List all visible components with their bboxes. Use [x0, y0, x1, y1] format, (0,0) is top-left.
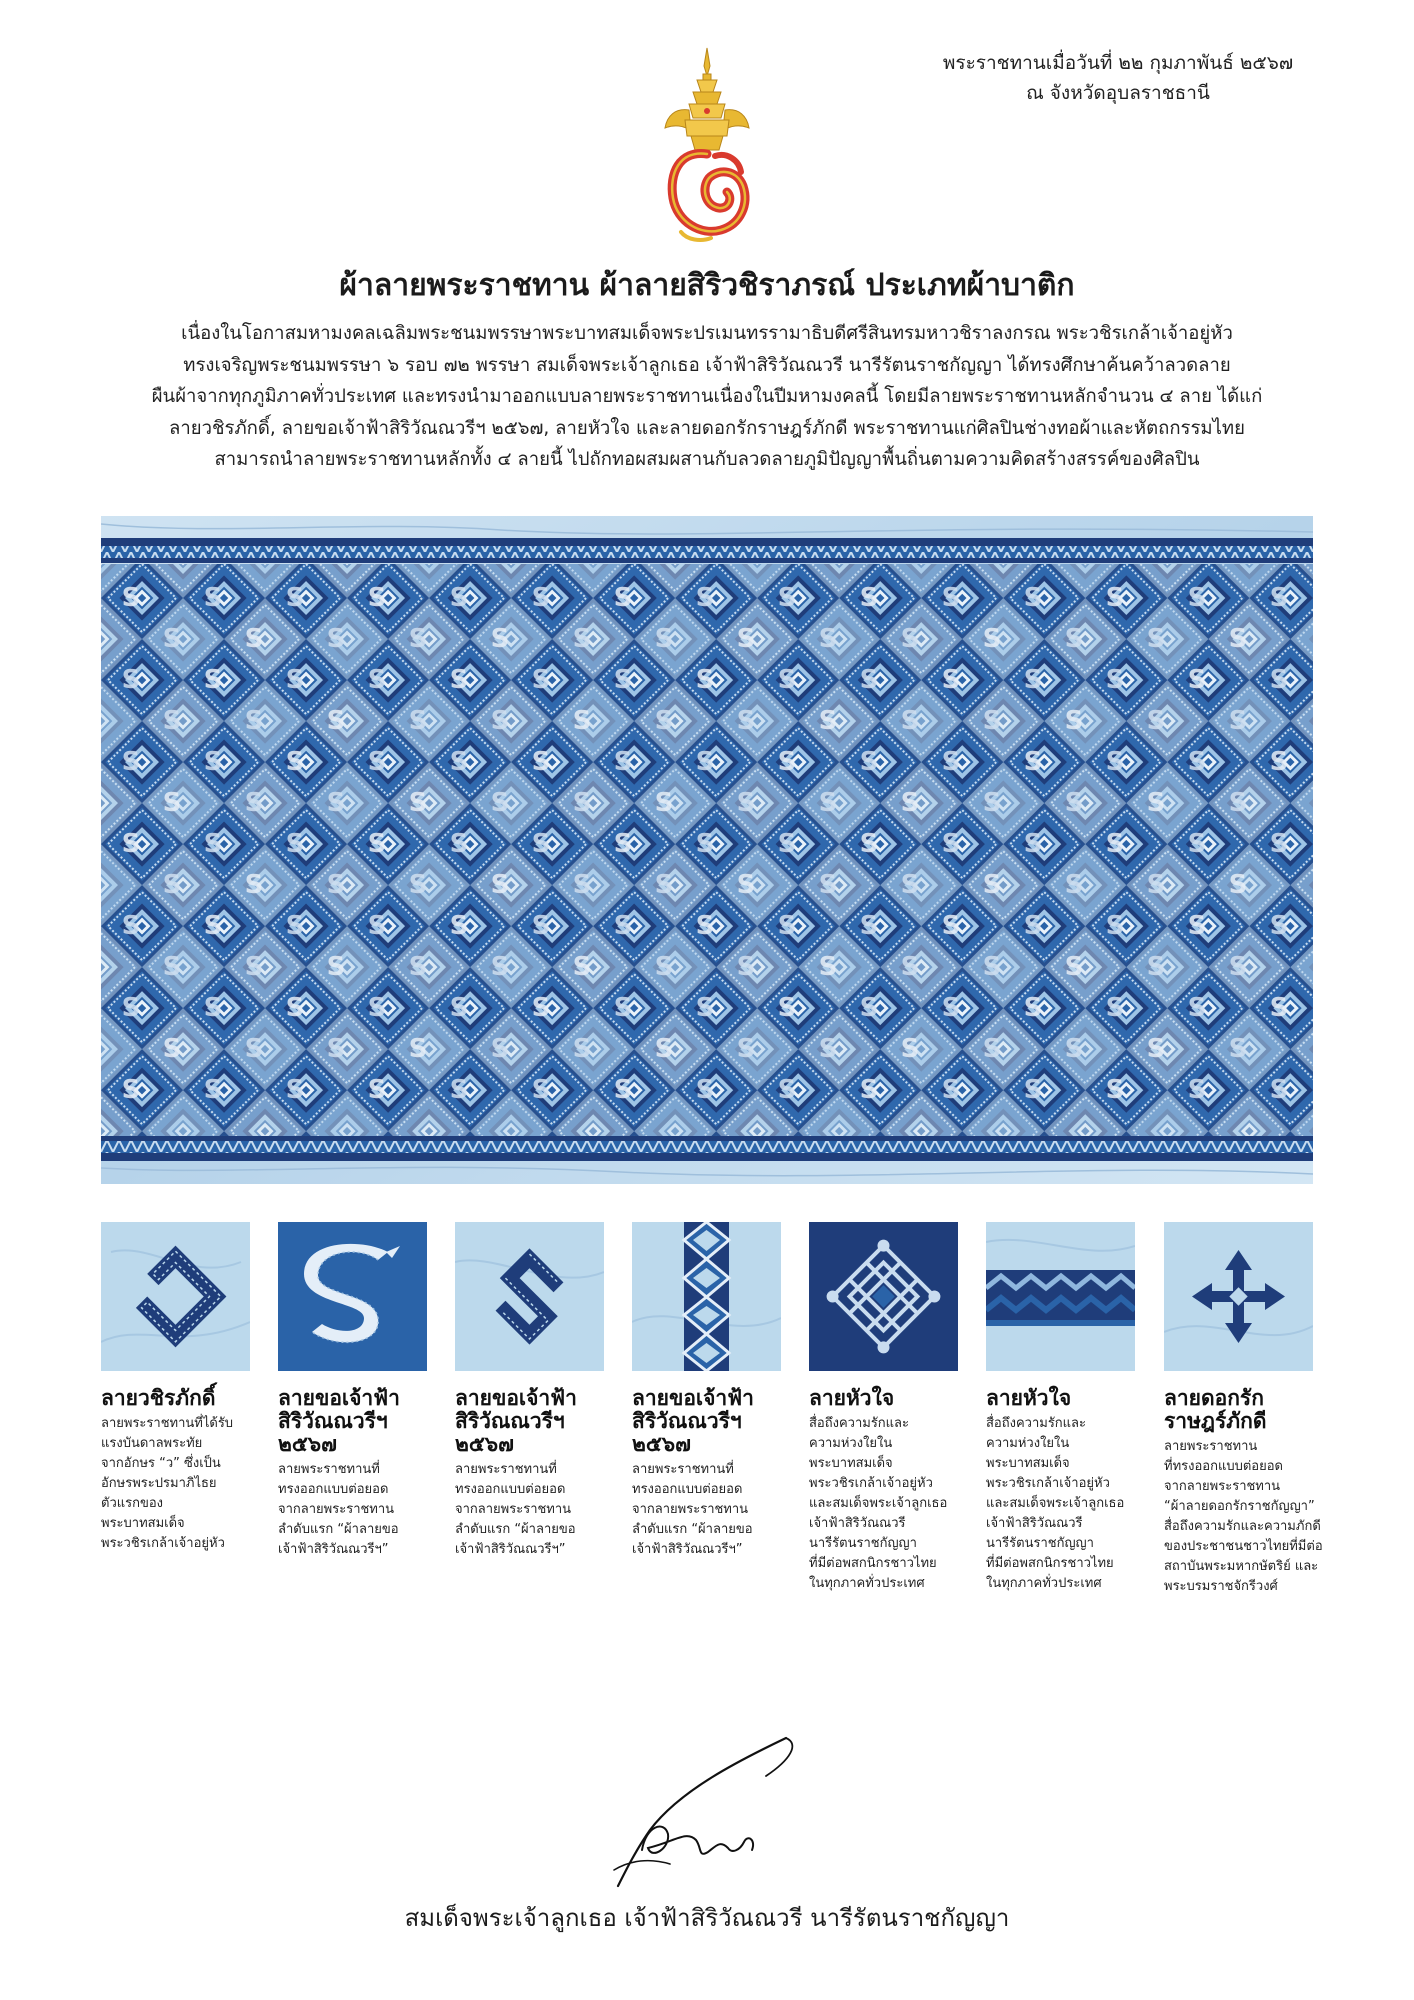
s-swan-motif: S [285, 583, 305, 613]
motif-description [809, 1414, 958, 1594]
motif-desc-line: ลำดับแรก “ผ้าลายขอ [632, 1522, 753, 1537]
motif-title-line: สิริวัณณวรีฯ [278, 1409, 388, 1433]
s-swan-motif: S [121, 829, 141, 859]
s-swan-motif: S [572, 952, 592, 982]
motif-title-line: สิริวัณณวรีฯ [455, 1409, 565, 1433]
s-swan-motif: S [941, 665, 961, 695]
s-swan-motif: S [326, 788, 346, 818]
motif-title [1164, 1387, 1313, 1433]
s-swan-motif: S [1105, 829, 1125, 859]
motif-desc-line: และสมเด็จพระเจ้าลูกเธอ [986, 1496, 1125, 1511]
s-swan-motif: S [859, 747, 879, 777]
s-swan-motif: S [326, 706, 346, 736]
blue-s-hook-icon [455, 1222, 604, 1371]
s-swan-motif: S [941, 583, 961, 613]
s-swan-motif: S [859, 583, 879, 613]
s-swan-motif: S [900, 624, 920, 654]
intro-paragraph [90, 318, 1324, 476]
motif-title-line: ๒๕๖๗ [278, 1432, 337, 1456]
s-swan-motif: S [326, 624, 346, 654]
s-swan-motif: S [244, 1034, 264, 1064]
s-swan-motif: S [859, 911, 879, 941]
motif-desc-line: เจ้าฟ้าสิริวัณณวรีฯ” [278, 1542, 389, 1557]
s-swan-motif: S [531, 829, 551, 859]
s-swan-motif: S [1105, 993, 1125, 1023]
motif-description [101, 1414, 250, 1554]
s-swan-motif: S [1228, 870, 1248, 900]
signer-name: สมเด็จพระเจ้าลูกเธอ เจ้าฟ้าสิริวัณณวรี นารีรัตนราชกัญญา [404, 1904, 1010, 1932]
s-swan-motif: S [1146, 870, 1166, 900]
s-swan-motif: S [490, 870, 510, 900]
s-swan-motif: S [326, 952, 346, 982]
s-swan-motif: S [203, 911, 223, 941]
s-swan-motif: S [408, 952, 428, 982]
s-swan-motif: S [449, 911, 469, 941]
motif-card [986, 1222, 1135, 1594]
motif-desc-line: จากอักษร “ว” ซึ่งเป็น [101, 1456, 221, 1471]
s-swan-motif: S [490, 1034, 510, 1064]
knot-heart-icon [809, 1222, 958, 1371]
fabric-pattern-image [101, 516, 1313, 1184]
motif-desc-line: จากลายพระราชทาน [455, 1502, 572, 1517]
s-swan-motif: S [695, 829, 715, 859]
s-swan-motif: S [613, 829, 633, 859]
motif-desc-line: พระวชิรเกล้าเจ้าอยู่หัว [101, 1536, 225, 1551]
s-swan-motif: S [367, 829, 387, 859]
s-swan-motif: S [1187, 993, 1207, 1023]
motif-desc-line: ลายพระราชทานที่ [278, 1462, 380, 1477]
s-swan-motif: S [859, 665, 879, 695]
motif-desc-line: ในทุกภาคทั่วประเทศ [809, 1576, 925, 1591]
s-swan-motif: S [449, 829, 469, 859]
s-swan-motif: S [859, 993, 879, 1023]
s-swan-motif: S [490, 952, 510, 982]
s-swan-motif: S [121, 1075, 141, 1105]
motif-title [986, 1387, 1135, 1410]
motif-desc-line: ความห่วงใยใน [986, 1436, 1070, 1451]
s-swan-motif: S [1023, 993, 1043, 1023]
motif-title-line: ลายวชิรภักดิ์ [101, 1386, 216, 1410]
s-swan-motif: S [777, 829, 797, 859]
motif-desc-line: ทรงออกแบบต่อยอด [455, 1482, 566, 1497]
motif-card [101, 1222, 250, 1554]
motif-description [278, 1460, 427, 1560]
motif-description [986, 1414, 1135, 1594]
s-swan-motif: S [162, 870, 182, 900]
s-swan-motif: S [1023, 583, 1043, 613]
s-swan-motif: S [613, 911, 633, 941]
motif-desc-line: ลายพระราชทานที่ได้รับ [101, 1416, 234, 1431]
page-title: ผ้าลายพระราชทาน ผ้าลายสิริวชิราภรณ์ ประเภทผ้าบาติก [339, 268, 1075, 303]
intro-line: ทรงเจริญพระชนมพรรษา ๖ รอบ ๗๒ พรรษา สมเด็จพระเจ้าลูกเธอ เจ้าฟ้าสิริวัณณวรี นารีรัตนราชกัญญา ได้ทรงศึกษาค้นคว้าลวดลาย [183, 354, 1231, 376]
s-swan-motif: S [777, 747, 797, 777]
s-swan-motif: S [1269, 911, 1289, 941]
s-swan-motif: S [285, 993, 305, 1023]
s-swan-motif: S [1146, 706, 1166, 736]
s-swan-motif: S [777, 1075, 797, 1105]
motif-card [455, 1222, 604, 1560]
s-swan-motif: S [1187, 829, 1207, 859]
s-swan-motif: S [449, 993, 469, 1023]
s-swan-motif: S [244, 952, 264, 982]
motif-desc-line: ของประชาชนชาวไทยที่มีต่อ [1164, 1539, 1323, 1554]
s-swan-motif: S [613, 1075, 633, 1105]
s-swan-motif: S [941, 1075, 961, 1105]
s-swan-motif: S [572, 1034, 592, 1064]
s-swan-motif: S [818, 1034, 838, 1064]
motif-description [632, 1460, 781, 1560]
s-swan-motif: S [613, 993, 633, 1023]
s-swan-motif: S [1105, 665, 1125, 695]
intro-line: ลายวชิรภักดิ์, ลายขอเจ้าฟ้าสิริวัณณวรีฯ ๒๕๖๗, ลายหัวใจ และลายดอกรักราษฎร์ภักดี พระราชทานแก่ศิลปินช่างทอผ้าและหัตถกรรมไทย [169, 417, 1245, 439]
s-swan-motif: S [695, 665, 715, 695]
motif-title-line: ลายดอกรัก [1164, 1386, 1264, 1410]
s-swan-motif: S [736, 788, 756, 818]
s-swan-motif: S [367, 911, 387, 941]
motif-title [278, 1387, 427, 1456]
motif-desc-line: เจ้าฟ้าสิริวัณณวรี [986, 1516, 1083, 1531]
s-swan-motif: S [367, 665, 387, 695]
s-swan-motif: S [982, 624, 1002, 654]
s-swan-motif: S [449, 665, 469, 695]
motif-title-line: ราษฎร์ภักดี [1164, 1409, 1267, 1433]
s-swan-motif: S [408, 870, 428, 900]
s-swan-motif: S [1023, 911, 1043, 941]
s-swan-motif: S [1146, 1034, 1166, 1064]
s-swan-motif: S [203, 747, 223, 777]
s-swan-motif: S [1023, 829, 1043, 859]
motif-desc-line: ที่มีต่อพสกนิกรชาวไทย [986, 1556, 1114, 1571]
s-swan-motif: S [1228, 1034, 1248, 1064]
s-swan-motif: S [244, 870, 264, 900]
s-swan-motif: S [1269, 829, 1289, 859]
s-swan-motif: S [736, 706, 756, 736]
motif-card [809, 1222, 958, 1594]
s-swan-motif: S [1105, 747, 1125, 777]
s-swan-motif: S [121, 993, 141, 1023]
motif-card [1164, 1222, 1323, 1597]
s-swan-motif: S [326, 1034, 346, 1064]
s-swan-motif: S [121, 911, 141, 941]
s-swan-motif: S [1064, 706, 1084, 736]
s-swan-motif: S [1187, 583, 1207, 613]
s-swan-motif: S [162, 1034, 182, 1064]
s-swan-motif: S [1064, 788, 1084, 818]
s-swan-motif: S [531, 911, 551, 941]
s-swan-motif: S [1187, 665, 1207, 695]
motif-title-line: ๒๕๖๗ [632, 1432, 691, 1456]
s-swan-motif: S [1064, 952, 1084, 982]
motif-desc-line: ทรงออกแบบต่อยอด [278, 1482, 389, 1497]
s-swan-motif: S [203, 583, 223, 613]
s-swan-motif: S [203, 993, 223, 1023]
s-swan-motif: S [1269, 1075, 1289, 1105]
s-swan-motif: S [1187, 911, 1207, 941]
motif-desc-line: จากลายพระราชทาน [1164, 1479, 1281, 1494]
s-swan-motif: S [1187, 1075, 1207, 1105]
motif-desc-line: เจ้าฟ้าสิริวัณณวรีฯ” [632, 1542, 743, 1557]
s-swan-motif: S [777, 911, 797, 941]
motif-desc-line: แรงบันดาลพระทัย [101, 1436, 203, 1451]
motif-title [809, 1387, 958, 1410]
royal-cipher-emblem-icon [657, 46, 757, 246]
s-swan-motif: S [1105, 1075, 1125, 1105]
s-swan-motif: S [1187, 747, 1207, 777]
motif-desc-line: พระวชิรเกล้าเจ้าอยู่หัว [809, 1476, 933, 1491]
motif-desc-line: สื่อถึงความรักและความภักดี [1164, 1519, 1321, 1534]
s-swan-motif: S [818, 624, 838, 654]
handwritten-signature-icon [590, 1730, 820, 1890]
s-swan-motif: S [1023, 665, 1043, 695]
motif-desc-line: ลำดับแรก “ผ้าลายขอ [278, 1522, 399, 1537]
s-swan-motif: S [1228, 952, 1248, 982]
s-swan-motif: S [818, 788, 838, 818]
chain-column-icon [632, 1222, 781, 1371]
s-swan-motif: S [408, 624, 428, 654]
s-swan-motif: S [695, 911, 715, 941]
s-swan-motif: S [367, 583, 387, 613]
motif-desc-line: ตัวแรกของ [101, 1496, 164, 1511]
s-swan-motif: S [982, 952, 1002, 982]
s-swan-motif: S [449, 1075, 469, 1105]
s-swan-motif: S [654, 624, 674, 654]
s-swan-motif: S [285, 829, 305, 859]
motif-title-line: ลายขอเจ้าฟ้า [278, 1386, 400, 1410]
motif-desc-line: สถาบันพระมหากษัตริย์ และ [1164, 1559, 1319, 1574]
s-swan-motif: S [900, 870, 920, 900]
vajira-diamond-hook-icon [101, 1222, 250, 1371]
s-swan-motif: S [572, 870, 592, 900]
s-swan-motif: S [408, 706, 428, 736]
s-swan-motif: S [1228, 624, 1248, 654]
s-swan-motif: S [818, 706, 838, 736]
s-swan-motif: S [285, 911, 305, 941]
s-swan-motif: S [654, 1034, 674, 1064]
motif-description [455, 1460, 604, 1560]
motif-desc-line: พระบาทสมเด็จ [809, 1456, 893, 1471]
s-swan-motif: S [613, 747, 633, 777]
s-swan-motif: S [531, 583, 551, 613]
s-swan-motif: S [695, 993, 715, 1023]
s-swan-motif: S [859, 1075, 879, 1105]
s-swan-motif: S [1105, 911, 1125, 941]
s-swan-motif: S [1023, 747, 1043, 777]
s-swan-motif: S [203, 1075, 223, 1105]
white-s-swan-icon [278, 1222, 427, 1371]
s-swan-motif: S [900, 952, 920, 982]
s-swan-motif: S [736, 624, 756, 654]
intro-line: ผืนผ้าจากทุกภูมิภาคทั่วประเทศ และทรงนำมาออกแบบลายพระราชทานเนื่องในปีมหามงคลนี้ โดยมีลายพระราชทานหลักจำนวน ๔ ลาย ได้แก่ [151, 386, 1263, 407]
s-swan-motif: S [818, 952, 838, 982]
s-swan-motif: S [1269, 747, 1289, 777]
s-swan-motif: S [654, 788, 674, 818]
s-swan-motif: S [736, 1034, 756, 1064]
s-swan-motif: S [941, 747, 961, 777]
motif-desc-line: ความห่วงใยใน [809, 1436, 893, 1451]
s-swan-motif: S [490, 706, 510, 736]
s-swan-motif: S [285, 747, 305, 777]
motif-title [632, 1387, 781, 1456]
s-swan-motif: S [162, 706, 182, 736]
s-swan-motif: S [162, 788, 182, 818]
s-swan-motif: S [367, 747, 387, 777]
s-swan-motif: S [531, 747, 551, 777]
motif-title [101, 1387, 250, 1410]
s-swan-motif: S [982, 870, 1002, 900]
s-swan-motif: S [367, 993, 387, 1023]
motif-title-line: ๒๕๖๗ [455, 1432, 514, 1456]
s-swan-motif: S [1228, 706, 1248, 736]
s-swan-motif: S [1064, 870, 1084, 900]
motif-desc-line: นารีรัตนราชกัญญา [809, 1536, 917, 1551]
s-swan-motif: S [613, 583, 633, 613]
s-swan-motif: S [326, 870, 346, 900]
s-swan-motif: S [1146, 624, 1166, 654]
s-swan-motif: S [613, 665, 633, 695]
motif-desc-line: ที่ทรงออกแบบต่อยอด [1164, 1459, 1283, 1474]
motif-desc-line: พระบรมราชจักรีวงศ์ [1164, 1579, 1278, 1594]
zigzag-band-icon [986, 1222, 1135, 1371]
s-swan-motif: S [203, 829, 223, 859]
motif-desc-line: นารีรัตนราชกัญญา [986, 1536, 1094, 1551]
motif-title-line: ลายขอเจ้าฟ้า [455, 1386, 577, 1410]
s-swan-motif: S [572, 706, 592, 736]
s-swan-motif: S [1269, 583, 1289, 613]
s-swan-motif: S [449, 747, 469, 777]
motif-desc-line: ลายพระราชทาน [1164, 1439, 1258, 1454]
s-swan-motif: S [449, 583, 469, 613]
s-swan-motif: S [572, 788, 592, 818]
s-swan-motif: S [572, 624, 592, 654]
date-line: พระราชทานเมื่อวันที่ ๒๒ กุมภาพันธ์ ๒๕๖๗ [942, 52, 1294, 74]
s-swan-motif: S [244, 706, 264, 736]
s-swan-motif: S [695, 583, 715, 613]
s-swan-motif: S [777, 583, 797, 613]
motif-desc-line: ลายพระราชทานที่ [632, 1462, 734, 1477]
motif-desc-line: สื่อถึงความรักและ [986, 1416, 1087, 1431]
motif-title-line: ลายหัวใจ [809, 1386, 895, 1410]
s-swan-motif: S [162, 952, 182, 982]
s-swan-motif: S [982, 706, 1002, 736]
motif-legend [101, 1222, 1323, 1642]
date-location [878, 48, 1358, 108]
s-swan-motif: S [121, 583, 141, 613]
s-swan-motif: S [941, 993, 961, 1023]
motif-desc-line: เจ้าฟ้าสิริวัณณวรีฯ” [455, 1542, 566, 1557]
motif-desc-line: พระวชิรเกล้าเจ้าอยู่หัว [986, 1476, 1110, 1491]
motif-desc-line: ทรงออกแบบต่อยอด [632, 1482, 743, 1497]
s-swan-motif: S [900, 706, 920, 736]
motif-desc-line: พระบาทสมเด็จ [101, 1516, 185, 1531]
motif-desc-line: ลำดับแรก “ผ้าลายขอ [455, 1522, 576, 1537]
s-swan-motif: S [1146, 952, 1166, 982]
s-swan-motif: S [1228, 788, 1248, 818]
motif-desc-line: และสมเด็จพระเจ้าลูกเธอ [809, 1496, 948, 1511]
s-swan-motif: S [408, 788, 428, 818]
s-swan-motif: S [1269, 993, 1289, 1023]
intro-line: เนื่องในโอกาสมหามงคลเฉลิมพระชนมพรรษาพระบาทสมเด็จพระปรเมนทรรามาธิบดีศรีสินทรมหาวชิราลงกรณ พระวชิรเกล้าเจ้าอยู่หัว [181, 323, 1233, 344]
motif-desc-line: ที่มีต่อพสกนิกรชาวไทย [809, 1556, 937, 1571]
s-swan-motif: S [736, 870, 756, 900]
motif-desc-line: อักษรพระปรมาภิไธย [101, 1476, 217, 1491]
s-swan-motif: S [941, 911, 961, 941]
s-swan-motif: S [285, 1075, 305, 1105]
s-swan-motif: S [695, 747, 715, 777]
s-swan-motif: S [654, 706, 674, 736]
motif-title-line: ลายขอเจ้าฟ้า [632, 1386, 754, 1410]
s-swan-motif: S [1064, 624, 1084, 654]
s-swan-motif: S [121, 747, 141, 777]
location-line: ณ จังหวัดอุบลราชธานี [1026, 82, 1210, 104]
motif-desc-line: จากลายพระราชทาน [632, 1502, 749, 1517]
s-swan-motif: S [367, 1075, 387, 1105]
motif-card [632, 1222, 781, 1560]
s-swan-motif: S [982, 788, 1002, 818]
motif-title-line: สิริวัณณวรีฯ [632, 1409, 742, 1433]
s-swan-motif: S [695, 1075, 715, 1105]
motif-card [278, 1222, 427, 1560]
motif-desc-line: ในทุกภาคทั่วประเทศ [986, 1576, 1102, 1591]
s-swan-motif: S [490, 788, 510, 818]
s-swan-motif: S [859, 829, 879, 859]
s-swan-motif: S [900, 788, 920, 818]
s-swan-motif: S [1105, 583, 1125, 613]
crown-flower-icon [1164, 1222, 1313, 1371]
s-swan-motif: S [777, 993, 797, 1023]
s-swan-motif: S [244, 788, 264, 818]
motif-desc-line: เจ้าฟ้าสิริวัณณวรี [809, 1516, 906, 1531]
motif-description [1164, 1437, 1323, 1597]
s-swan-motif: S [203, 665, 223, 695]
motif-desc-line: สื่อถึงความรักและ [809, 1416, 910, 1431]
s-swan-motif: S [162, 624, 182, 654]
s-swan-motif: S [490, 624, 510, 654]
s-swan-motif: S [1064, 1034, 1084, 1064]
intro-line: สามารถนำลายพระราชทานหลักทั้ง ๔ ลายนี้ ไปถักทอผสมผสานกับลวดลายภูมิปัญญาพื้นถิ่นตามความคิดสร้างสรรค์ของศิลปิน [214, 449, 1200, 470]
s-swan-motif: S [818, 870, 838, 900]
s-swan-motif: S [121, 665, 141, 695]
s-swan-motif: S [531, 993, 551, 1023]
s-swan-motif: S [1023, 1075, 1043, 1105]
s-swan-motif: S [941, 829, 961, 859]
motif-title [455, 1387, 604, 1456]
motif-desc-line: “ผ้าลายดอกรักราชกัญญา” [1164, 1499, 1315, 1514]
s-swan-motif: S [531, 665, 551, 695]
s-swan-motif: S [1146, 788, 1166, 818]
s-swan-motif: S [982, 1034, 1002, 1064]
motif-desc-line: จากลายพระราชทาน [278, 1502, 395, 1517]
s-swan-motif: S [654, 952, 674, 982]
s-swan-motif: S [654, 870, 674, 900]
s-swan-motif: S [900, 1034, 920, 1064]
motif-title-line: ลายหัวใจ [986, 1386, 1072, 1410]
s-swan-motif: S [777, 665, 797, 695]
s-swan-motif: S [1269, 665, 1289, 695]
s-swan-motif: S [244, 624, 264, 654]
s-swan-motif: S [531, 1075, 551, 1105]
s-swan-motif: S [285, 665, 305, 695]
s-swan-motif: S [736, 952, 756, 982]
motif-desc-line: ลายพระราชทานที่ [455, 1462, 557, 1477]
s-swan-motif: S [408, 1034, 428, 1064]
motif-desc-line: พระบาทสมเด็จ [986, 1456, 1070, 1471]
